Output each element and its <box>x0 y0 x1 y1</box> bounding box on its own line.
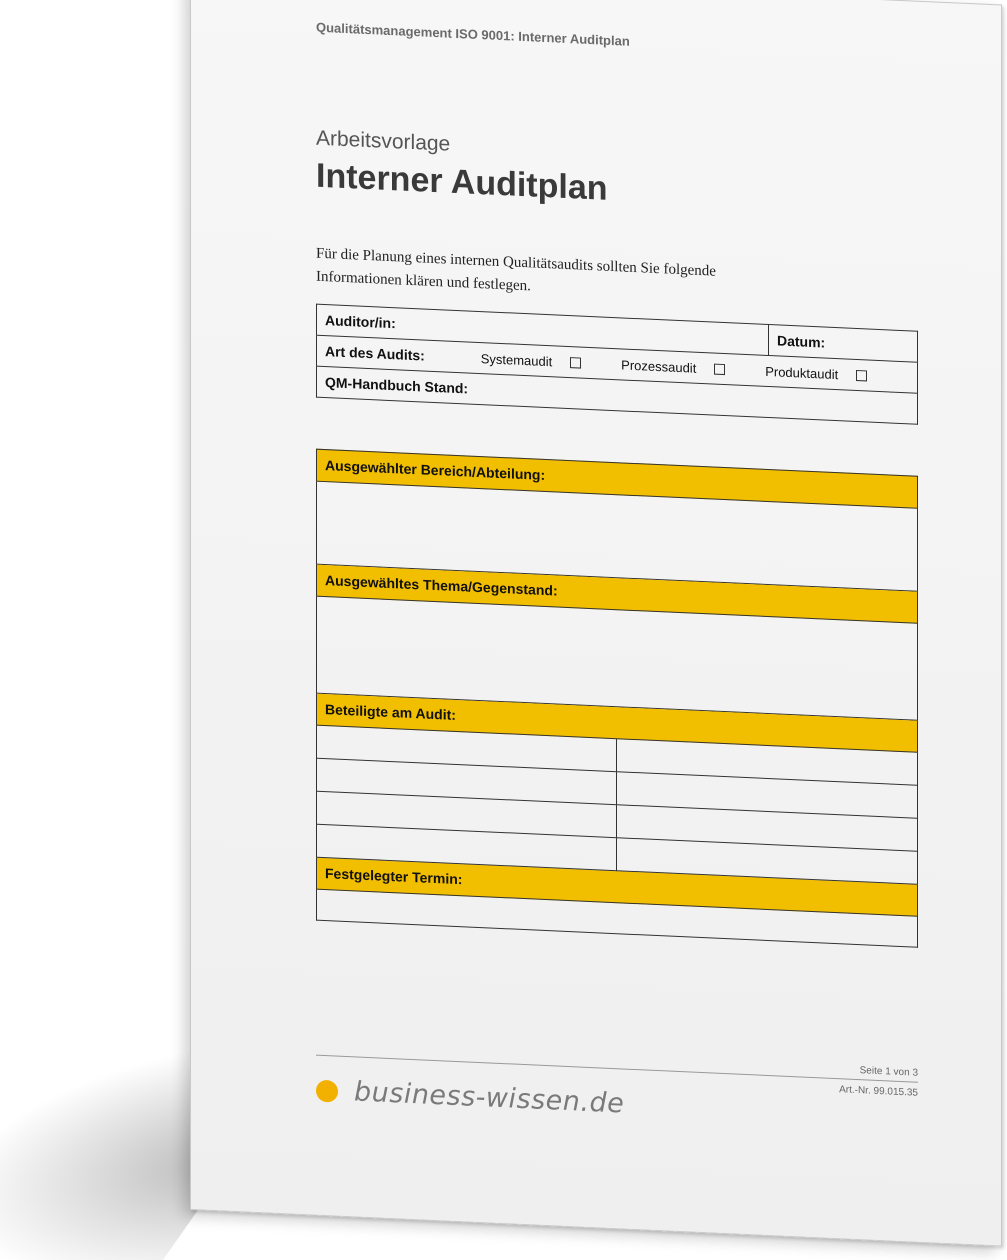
section-thema-header: Ausgewähltes Thema/Gegenstand: <box>316 565 918 624</box>
option-systemaudit[interactable] <box>481 351 582 371</box>
handbook-label: QM-Handbuch Stand: <box>325 374 469 397</box>
prozessaudit-checkbox[interactable] <box>714 364 725 375</box>
footer-meta <box>811 1059 918 1104</box>
document-title: Interner Auditplan <box>316 156 608 208</box>
option-produktaudit-label: Produktaudit <box>765 363 839 383</box>
document-kicker: Arbeitsvorlage <box>316 126 451 156</box>
auditor-label: Auditor/in: <box>325 312 396 332</box>
document-page <box>190 0 1002 1247</box>
option-prozessaudit[interactable] <box>621 357 725 377</box>
option-produktaudit[interactable] <box>765 364 867 384</box>
brand-name: business-wissen.de <box>354 1076 625 1120</box>
systemaudit-checkbox[interactable] <box>570 357 581 368</box>
section-termin-header: Festgelegter Termin: <box>316 858 918 917</box>
brand-logo <box>316 1075 624 1120</box>
audit-type-label: Art des Audits: <box>325 343 425 364</box>
page-number: Seite 1 von 3 <box>859 1065 918 1079</box>
audit-info-table <box>316 304 918 425</box>
audit-plan-sheet <box>316 449 918 948</box>
option-systemaudit-label: Systemaudit <box>480 351 553 370</box>
running-header: Qualitätsmanagement ISO 9001: Interner Auditplan <box>316 19 630 49</box>
logo-dot-icon <box>316 1079 338 1102</box>
section-beteiligte-header: Beteiligte am Audit: <box>316 694 918 753</box>
intro-text: Für die Planung eines internen Qualitätsaudits sollten Sie folgende Informationen klären und festlegen. <box>316 245 716 295</box>
date-label: Datum: <box>777 332 826 351</box>
produktaudit-checkbox[interactable] <box>856 370 867 381</box>
option-prozessaudit-label: Prozessaudit <box>621 357 697 376</box>
article-number: Art.-Nr. 99.015.35 <box>839 1084 918 1099</box>
section-bereich-header: Ausgewählter Bereich/Abteilung: <box>316 449 918 509</box>
